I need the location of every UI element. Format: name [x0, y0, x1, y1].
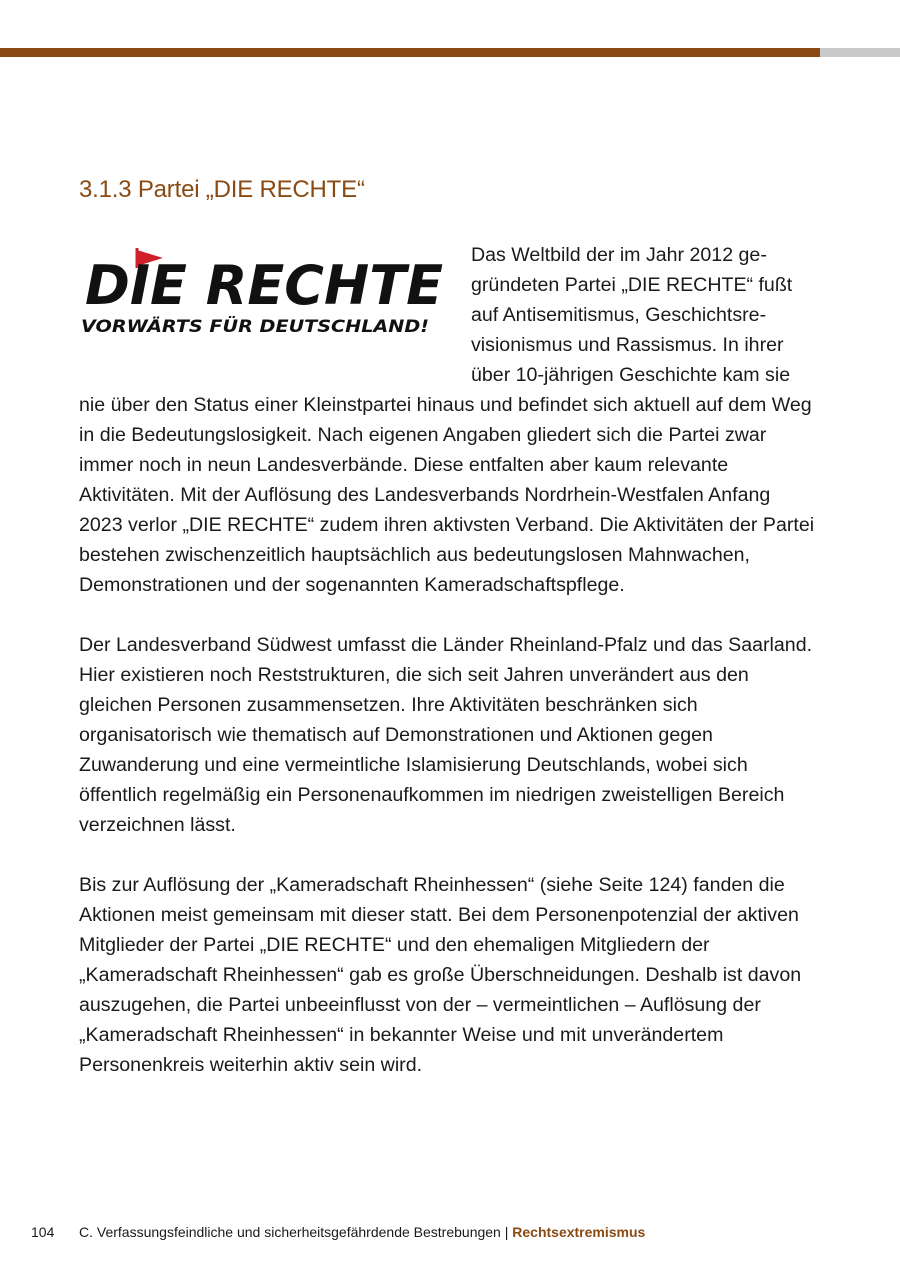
footer-separator: | — [504, 1224, 509, 1240]
party-logo-graphic — [79, 240, 451, 340]
page-footer — [31, 1224, 645, 1240]
section-heading: 3.1.3 Partei „DIE RECHTE“ — [79, 176, 365, 203]
top-grey-bar — [820, 48, 900, 57]
paragraph-2: Der Landesverband Südwest umfasst die Länder Rheinland-Pfalz und das Saarland. Hier existieren noch Reststrukturen, die sich seit Jahren unverändert aus den gleichen Personen zusammensetzen. Ihre Aktivitäten beschränken sich organisatorisch wie thematisch auf Demonstrationen und Aktionen gegen Zuwanderung und eine vermeintliche Islamisierung Deutschlands, wobei sich öffentlich regelmäßig ein Personenaufkommen im niedrigen zweistelligen Bereich verzeichnen lässt. — [79, 634, 813, 836]
logo-wordmark: DIE RECHTE — [85, 254, 444, 317]
paragraph-1: Das Weltbild der im Jahr 2012 gegründeten Partei „DIE RECHTE“ fußt auf Antisemitismus, Geschichtsrevisionismus und Rassismus. In ihrer über 10-jährigen Geschichte kam sie nie über den Status einer Kleinstpartei hinaus und befindet sich aktuell auf dem Weg in die Bedeutungslosigkeit. Nach eigenen Angaben gliedert sich die Partei zwar immer noch in neun Landesverbände. Diese entfalten aber kaum relevante Aktivitäten. Mit der Auflösung des Landesverbands Nordrhein-Westfalen Anfang 2023 verlor „DIE RECHTE“ zudem ihren aktivsten Verband. Die Aktivitäten der Partei bestehen zwischenzeitlich hauptsächlich aus bedeutungslosen Mahnwachen, Demonstrationen und der sogenannten Kameradschaftspflege. — [79, 244, 815, 596]
logo-slogan: VORWÄRTS FÜR DEUTSCHLAND! — [81, 317, 390, 337]
footer-section: Rechtsextremismus — [512, 1224, 646, 1240]
footer-chapter: C. Verfassungsfeindliche und sicherheitsgefährdende Bestrebungen — [79, 1224, 501, 1240]
page-number: 104 — [31, 1224, 55, 1240]
body-text — [79, 240, 819, 1110]
top-accent-bar — [0, 48, 820, 57]
paragraph-3: Bis zur Auflösung der „Kameradschaft Rheinhessen“ (siehe Seite 124) fanden die Aktionen meist gemeinsam mit dieser statt. Bei dem Personenpotenzial der aktiven Mitglieder der Partei „DIE RECHTE“ und den ehemaligen Mitgliedern der „Kameradschaft Rheinhessen“ gab es große Überschneidungen. Deshalb ist davon auszugehen, die Partei unbeeinflusst von der – vermeintlichen – Auflösung der „Kameradschaft Rheinhessen“ in bekannter Weise und mit unverändertem Personenkreis weiterhin aktiv sein wird. — [79, 874, 802, 1076]
party-logo — [79, 240, 451, 388]
